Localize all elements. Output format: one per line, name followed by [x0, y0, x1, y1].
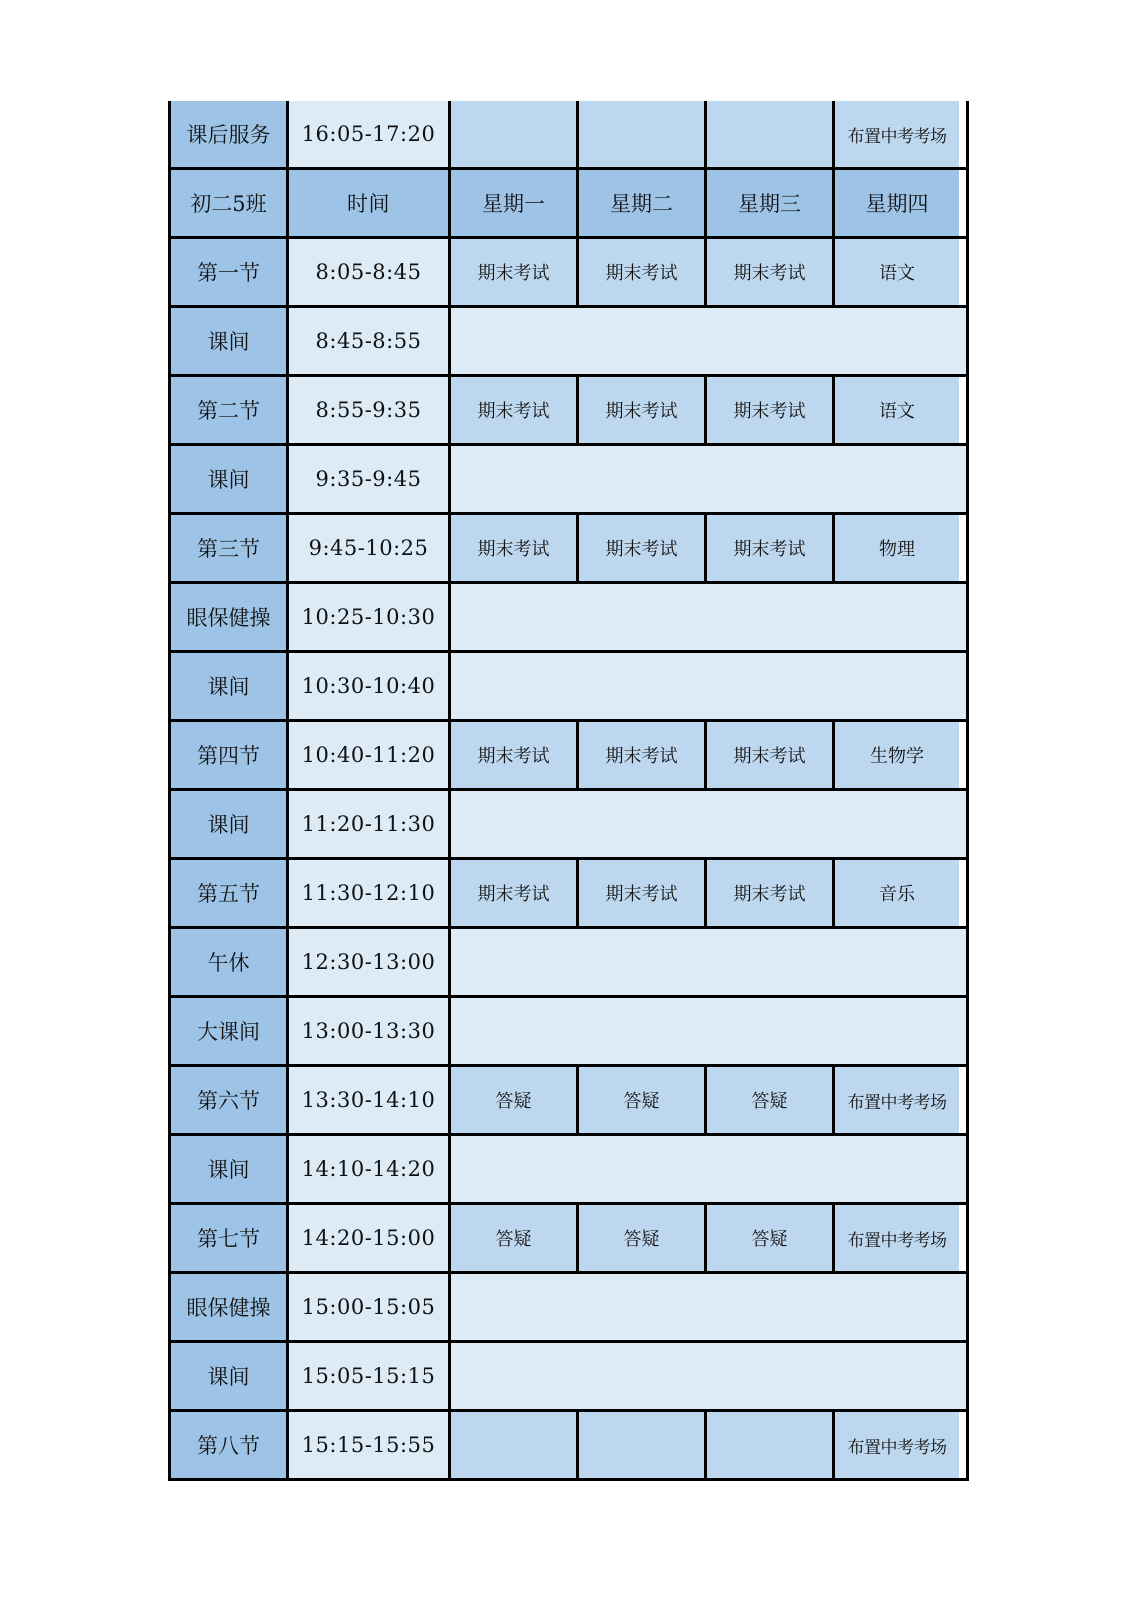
- break-row: [171, 1271, 966, 1340]
- subject-cell: 期末考试: [704, 860, 832, 926]
- period-label: 第四节: [171, 722, 286, 788]
- break-row: [171, 788, 966, 857]
- period-label: 第一节: [171, 239, 286, 305]
- subject-cell: 期末考试: [704, 377, 832, 443]
- period-label: 第八节: [171, 1412, 286, 1478]
- time-cell: 10:30-10:40: [286, 653, 448, 719]
- subject-cell: [576, 1412, 704, 1478]
- time-cell: 11:30-12:10: [286, 860, 448, 926]
- break-span-cell: [448, 1274, 966, 1340]
- subject-cell: 答疑: [576, 1067, 704, 1133]
- time-cell: 12:30-13:00: [286, 929, 448, 995]
- time-cell: 13:00-13:30: [286, 998, 448, 1064]
- subject-cell: 答疑: [448, 1205, 576, 1271]
- subject-cell: [704, 101, 832, 167]
- break-span-cell: [448, 446, 966, 512]
- time-cell: 10:40-11:20: [286, 722, 448, 788]
- time-cell: 11:20-11:30: [286, 791, 448, 857]
- break-row: [171, 1340, 966, 1409]
- subject-cell: 布置中考考场: [832, 101, 959, 167]
- time-cell: 9:45-10:25: [286, 515, 448, 581]
- break-row: [171, 926, 966, 995]
- table-row: [171, 512, 966, 581]
- time-cell: 13:30-14:10: [286, 1067, 448, 1133]
- subject-cell: 期末考试: [448, 860, 576, 926]
- time-cell: 10:25-10:30: [286, 584, 448, 650]
- break-span-cell: [448, 308, 966, 374]
- time-cell: 8:55-9:35: [286, 377, 448, 443]
- subject-cell: 期末考试: [704, 722, 832, 788]
- table-row: [171, 1409, 966, 1478]
- period-label: 眼保健操: [171, 584, 286, 650]
- period-label: 课间: [171, 1136, 286, 1202]
- break-row: [171, 443, 966, 512]
- period-label: 课间: [171, 791, 286, 857]
- period-label: 午休: [171, 929, 286, 995]
- subject-cell: 布置中考考场: [832, 1205, 959, 1271]
- table-row: [171, 857, 966, 926]
- break-span-cell: [448, 653, 966, 719]
- period-label: 第六节: [171, 1067, 286, 1133]
- period-label: 课后服务: [171, 101, 286, 167]
- time-cell: 15:05-15:15: [286, 1343, 448, 1409]
- subject-cell: 期末考试: [448, 515, 576, 581]
- subject-cell: 生物学: [832, 722, 959, 788]
- break-row: [171, 581, 966, 650]
- period-label: 眼保健操: [171, 1274, 286, 1340]
- period-label: 课间: [171, 653, 286, 719]
- table-row: [171, 101, 966, 167]
- time-cell: 8:05-8:45: [286, 239, 448, 305]
- break-span-cell: [448, 998, 966, 1064]
- table-row: [171, 1064, 966, 1133]
- subject-cell: 期末考试: [704, 239, 832, 305]
- break-row: [171, 305, 966, 374]
- subject-cell: 期末考试: [448, 377, 576, 443]
- subject-cell: [704, 1412, 832, 1478]
- subject-cell: 期末考试: [576, 515, 704, 581]
- break-row: [171, 650, 966, 719]
- period-label: 课间: [171, 1343, 286, 1409]
- subject-cell: 布置中考考场: [832, 1412, 959, 1478]
- table-row: [171, 374, 966, 443]
- period-label: 课间: [171, 446, 286, 512]
- weekday-header: 星期一: [448, 170, 576, 236]
- subject-cell: 答疑: [576, 1205, 704, 1271]
- table-row: [171, 1202, 966, 1271]
- time-cell: 15:15-15:55: [286, 1412, 448, 1478]
- time-cell: 8:45-8:55: [286, 308, 448, 374]
- time-cell: 14:10-14:20: [286, 1136, 448, 1202]
- subject-cell: 物理: [832, 515, 959, 581]
- break-span-cell: [448, 1136, 966, 1202]
- subject-cell: 语文: [832, 239, 959, 305]
- subject-cell: 期末考试: [576, 860, 704, 926]
- break-span-cell: [448, 584, 966, 650]
- subject-cell: 音乐: [832, 860, 959, 926]
- period-label: 大课间: [171, 998, 286, 1064]
- period-label: 第七节: [171, 1205, 286, 1271]
- subject-cell: 期末考试: [576, 377, 704, 443]
- table-header-row: [171, 167, 966, 236]
- break-span-cell: [448, 1343, 966, 1409]
- subject-cell: 期末考试: [448, 722, 576, 788]
- subject-cell: 语文: [832, 377, 959, 443]
- subject-cell: [576, 101, 704, 167]
- time-cell: 9:35-9:45: [286, 446, 448, 512]
- break-span-cell: [448, 929, 966, 995]
- time-cell: 16:05-17:20: [286, 101, 448, 167]
- weekday-header: 星期三: [704, 170, 832, 236]
- time-cell: 15:00-15:05: [286, 1274, 448, 1340]
- period-label: 第五节: [171, 860, 286, 926]
- period-label: 课间: [171, 308, 286, 374]
- table-row: [171, 236, 966, 305]
- subject-cell: 答疑: [448, 1067, 576, 1133]
- time-header: 时间: [286, 170, 448, 236]
- period-label: 初二5班: [171, 170, 286, 236]
- subject-cell: 布置中考考场: [832, 1067, 959, 1133]
- break-span-cell: [448, 791, 966, 857]
- weekday-header: 星期二: [576, 170, 704, 236]
- subject-cell: [448, 1412, 576, 1478]
- subject-cell: 答疑: [704, 1067, 832, 1133]
- weekday-header: 星期四: [832, 170, 959, 236]
- subject-cell: 期末考试: [704, 515, 832, 581]
- period-label: 第二节: [171, 377, 286, 443]
- subject-cell: 期末考试: [576, 722, 704, 788]
- subject-cell: 期末考试: [448, 239, 576, 305]
- period-label: 第三节: [171, 515, 286, 581]
- subject-cell: [448, 101, 576, 167]
- schedule-table: [168, 101, 969, 1481]
- break-row: [171, 1133, 966, 1202]
- break-row: [171, 995, 966, 1064]
- time-cell: 14:20-15:00: [286, 1205, 448, 1271]
- subject-cell: 答疑: [704, 1205, 832, 1271]
- table-row: [171, 719, 966, 788]
- subject-cell: 期末考试: [576, 239, 704, 305]
